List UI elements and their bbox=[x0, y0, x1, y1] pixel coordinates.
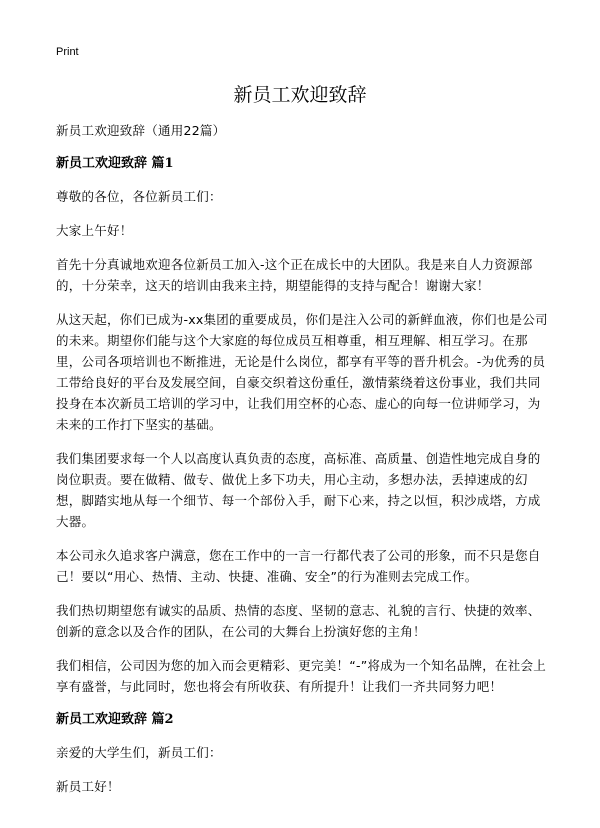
document-subtitle: 新员工欢迎致辞（通用22篇） bbox=[56, 123, 226, 138]
paragraph: 我们热切期望您有诚实的品质、热情的态度、坚韧的意志、礼貌的言行、快捷的效率、创新的意念以及合作的团队，在公司的大舞台上扮演好您的主角！ bbox=[56, 603, 541, 639]
paragraph: 亲爱的大学生们，新员工们： bbox=[56, 745, 222, 760]
section-2-heading: 新员工欢迎致辞 篇2 bbox=[56, 712, 174, 727]
paragraph: 本公司永久追求客户满意，您在工作中的一言一行都代表了公司的形象，而不只是您自己！要以“用心、热情、主动、快捷、准确、安全”的行为准则去完成工作。 bbox=[56, 548, 541, 584]
print-link[interactable]: Print bbox=[56, 46, 79, 58]
page-title: 新员工欢迎致辞 bbox=[233, 84, 367, 106]
paragraph: 首先十分真诚地欢迎各位新员工加入-这个正在成长中的大团队。我是来自人力资源部的，十分荣幸，这天的培训由我来主持，期望能得的支持与配合！谢谢大家！ bbox=[56, 257, 533, 293]
section-1-heading: 新员工欢迎致辞 篇1 bbox=[56, 156, 174, 171]
paragraph: 新员工好！ bbox=[56, 779, 120, 794]
paragraph: 大家上午好！ bbox=[56, 223, 133, 238]
paragraph: 尊敬的各位，各位新员工们： bbox=[56, 189, 222, 204]
paragraph: 我们集团要求每一个人以高度认真负责的态度，高标准、高质量、创造性地完成自身的岗位职责。要在做精、做专、做优上多下功夫，用心主动，多想办法，丢掉速成的幻想，脚踏实地从每一个细节、每一个部份入手，耐下心来，持之以恒，积沙成塔，方成大器。 bbox=[56, 451, 541, 529]
document-body bbox=[56, 120, 550, 810]
paragraph: 我们相信，公司因为您的加入而会更精彩、更完美！“-”将成为一个知名品牌，在社会上享有盛誉，与此同时，您也将会有所收获、有所提升！让我们一齐共同努力吧！ bbox=[56, 658, 546, 694]
paragraph: 从这天起，你们已成为-xx集团的重要成员，你们是注入公司的新鲜血液，你们也是公司的未来。期望你们能与这个大家庭的每位成员互相尊重，相互理解、相互学习。在那里，公司各项培训也不断推进，无论是什么岗位，都享有平等的晋升机会。-为优秀的员工带给良好的平台及发展空间，自豪交织着这份重任，激情萦绕着这份事业，我们共同投身在本次新员工培训的学习中，让我们用空杯的心态、虚心的向每一位讲师学习，为未来的工作打下坚实的基础。 bbox=[56, 312, 548, 432]
